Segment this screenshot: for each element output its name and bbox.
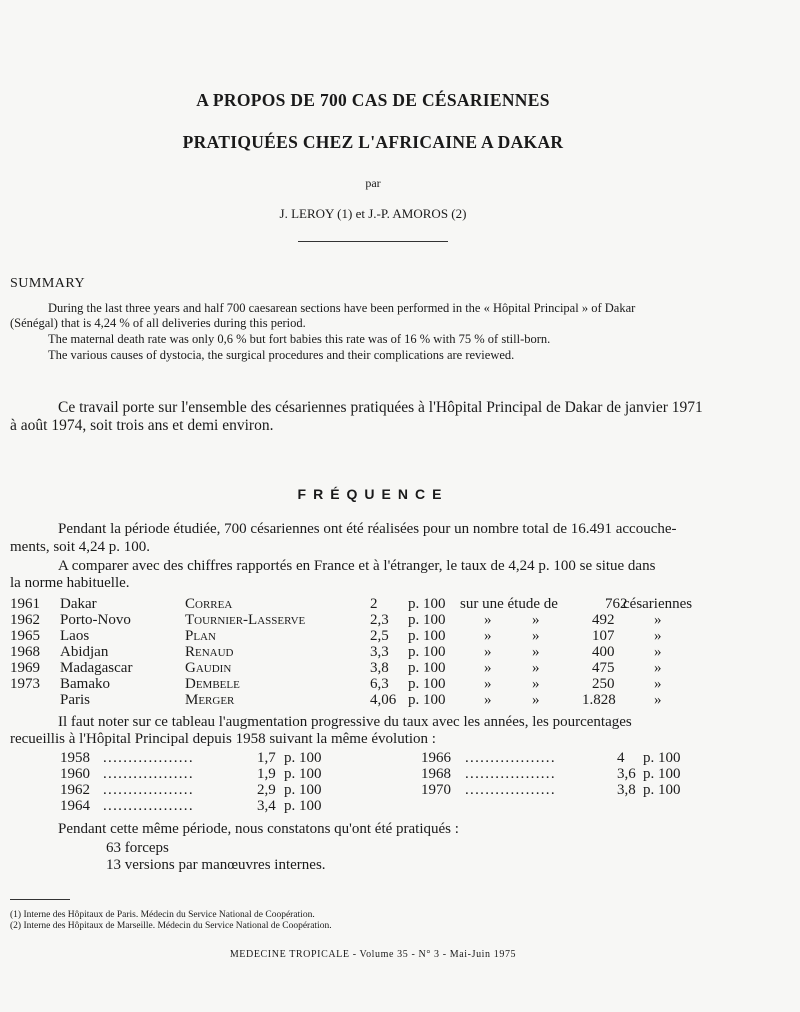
title-line-1: A PROPOS DE 700 CAS DE CÉSARIENNES [196, 90, 550, 110]
year-label: 1960 [60, 766, 90, 782]
note-cell: » [484, 692, 492, 708]
unit-cell: p. 100 [408, 660, 446, 676]
dot-leader: .................. [103, 798, 194, 814]
unit-cell: p. 100 [408, 644, 446, 660]
count-cell: 475 [592, 660, 615, 676]
city-cell: Paris [60, 692, 90, 708]
rate-value: 1,9 [257, 766, 276, 782]
note-cell: sur une étude de [460, 596, 558, 612]
list-item [0, 766, 800, 783]
year-label: 1968 [421, 766, 451, 782]
note-cell: » [532, 676, 540, 692]
summary-line-1: During the last three years and half 700 caesarean sections have been performed in the « Hôpital Principal » of Dakar [48, 301, 636, 315]
author-cell: Dembele [185, 676, 240, 692]
rate-cell: 2,3 [370, 612, 389, 628]
title-line-2: PRATIQUÉES CHEZ L'AFRICAINE A DAKAR [182, 132, 564, 152]
frequency-table [0, 596, 800, 706]
city-cell: Dakar [60, 596, 97, 612]
note-cell: » [484, 612, 492, 628]
note-cell: » [484, 660, 492, 676]
year-cell: 1973 [10, 676, 40, 692]
rate-unit: p. 100 [643, 766, 681, 782]
rate-unit: p. 100 [643, 782, 681, 798]
intro-line-2: à août 1974, soit trois ans et demi environ. [10, 417, 274, 434]
footnote-2: (2) Interne des Hôpitaux de Marseille. Médecin du Service National de Coopération. [10, 921, 332, 931]
count-cell: 250 [592, 676, 615, 692]
summary-line-4: The various causes of dystocia, the surgical procedures and their complications are reviewed. [48, 348, 515, 362]
year-label: 1970 [421, 782, 451, 798]
frequency-p1-line2: ments, soit 4,24 p. 100. [10, 539, 151, 555]
table-row [0, 676, 800, 693]
dot-leader: .................. [103, 782, 194, 798]
author-cell: Merger [185, 692, 235, 708]
end-cell: » [654, 644, 662, 660]
city-cell: Laos [60, 628, 90, 644]
note-cell: » [532, 660, 540, 676]
author-cell: Correa [185, 596, 233, 612]
summary-heading: SUMMARY [10, 276, 86, 291]
end-cell: » [654, 612, 662, 628]
year-cell: 1961 [10, 596, 40, 612]
evolution-line-1: Il faut noter sur ce tableau l'augmentation progressive du taux avec les années, les pourcentages [58, 714, 632, 730]
unit-cell: p. 100 [408, 612, 446, 628]
note-cell: » [484, 676, 492, 692]
end-cell: césariennes [623, 596, 693, 612]
rate-value: 2,9 [257, 782, 276, 798]
intro-line-1: Ce travail porte sur l'ensemble des césariennes pratiquées à l'Hôpital Principal de Dakar de janvier 1971 [58, 399, 703, 416]
end-cell: » [654, 660, 662, 676]
year-cell: 1969 [10, 660, 40, 676]
unit-cell: p. 100 [408, 628, 446, 644]
city-cell: Madagascar [60, 660, 133, 676]
title-rule [298, 241, 448, 242]
footnote-1: (1) Interne des Hôpitaux de Paris. Médecin du Service National de Coopération. [10, 910, 315, 920]
author-cell: Gaudin [185, 660, 232, 676]
year-cell: 1965 [10, 628, 40, 644]
count-cell: 1.828 [582, 692, 616, 708]
year-label: 1962 [60, 782, 90, 798]
table-row [0, 660, 800, 677]
list-item [0, 798, 400, 815]
count-cell: 762 [605, 596, 628, 612]
evolution-line-2: recueillis à l'Hôpital Principal depuis 1958 suivant la même évolution : [10, 731, 436, 747]
section-heading: FRÉQUENCE [297, 486, 449, 502]
practiced-item-forceps: 63 forceps [106, 840, 169, 856]
rate-cell: 3,3 [370, 644, 389, 660]
rate-value: 3,6 [617, 766, 636, 782]
year-cell: 1962 [10, 612, 40, 628]
city-cell: Abidjan [60, 644, 109, 660]
dot-leader: .................. [103, 766, 194, 782]
practiced-line: Pendant cette même période, nous constatons qu'ont été pratiqués : [58, 821, 459, 837]
rate-value: 3,8 [617, 782, 636, 798]
rate-cell: 4,06 [370, 692, 397, 708]
table-row [0, 612, 800, 629]
year-label: 1966 [421, 750, 451, 766]
rate-cell: 6,3 [370, 676, 389, 692]
rate-unit: p. 100 [643, 750, 681, 766]
dot-leader: .................. [465, 766, 556, 782]
rate-unit: p. 100 [284, 798, 322, 814]
count-cell: 107 [592, 628, 615, 644]
note-cell: » [484, 644, 492, 660]
dot-leader: .................. [103, 750, 194, 766]
journal-footer: MEDECINE TROPICALE - Volume 35 - N° 3 - Mai-Juin 1975 [229, 949, 517, 960]
year-label: 1958 [60, 750, 90, 766]
unit-cell: p. 100 [408, 596, 446, 612]
year-label: 1964 [60, 798, 90, 814]
note-cell: » [532, 644, 540, 660]
note-cell: » [532, 628, 540, 644]
rate-unit: p. 100 [284, 766, 322, 782]
note-cell: » [532, 692, 540, 708]
authors: J. LEROY (1) et J.-P. AMOROS (2) [279, 206, 467, 221]
rate-unit: p. 100 [284, 782, 322, 798]
count-cell: 400 [592, 644, 615, 660]
city-cell: Porto-Novo [60, 612, 131, 628]
author-cell: Tournier-Lasserve [185, 612, 306, 628]
rate-cell: 2,5 [370, 628, 389, 644]
frequency-p1-line1: Pendant la période étudiée, 700 césariennes ont été réalisées pour un nombre total de 16.491 accouche- [58, 521, 677, 537]
city-cell: Bamako [60, 676, 110, 692]
rate-value: 4 [617, 750, 625, 766]
by-line: par [365, 176, 381, 190]
list-item [0, 782, 800, 799]
dot-leader: .................. [465, 750, 556, 766]
frequency-p2-line2: la norme habituelle. [10, 575, 130, 591]
end-cell: » [654, 676, 662, 692]
year-cell: 1968 [10, 644, 40, 660]
rate-value: 3,4 [257, 798, 276, 814]
author-cell: Plan [185, 628, 216, 644]
table-row [0, 644, 800, 661]
count-cell: 492 [592, 612, 615, 628]
frequency-p2-line1: A comparer avec des chiffres rapportés en France et à l'étranger, le taux de 4,24 p. 100 se situe dans [58, 558, 656, 574]
year-list [0, 750, 800, 820]
summary-line-2: (Sénégal) that is 4,24 % of all deliveries during this period. [10, 316, 306, 330]
footnote-rule [10, 899, 70, 900]
dot-leader: .................. [465, 782, 556, 798]
note-cell: » [484, 628, 492, 644]
table-row [0, 628, 800, 645]
unit-cell: p. 100 [408, 676, 446, 692]
rate-cell: 2 [370, 596, 378, 612]
table-row [0, 596, 800, 613]
rate-cell: 3,8 [370, 660, 389, 676]
table-row [0, 692, 800, 709]
end-cell: » [654, 628, 662, 644]
summary-line-3: The maternal death rate was only 0,6 % but fort babies this rate was of 16 % with 75 % of still-born. [48, 332, 551, 346]
author-cell: Renaud [185, 644, 234, 660]
list-item [0, 750, 800, 767]
rate-unit: p. 100 [284, 750, 322, 766]
practiced-item-versions: 13 versions par manœuvres internes. [106, 857, 326, 873]
end-cell: » [654, 692, 662, 708]
note-cell: » [532, 612, 540, 628]
rate-value: 1,7 [257, 750, 276, 766]
unit-cell: p. 100 [408, 692, 446, 708]
